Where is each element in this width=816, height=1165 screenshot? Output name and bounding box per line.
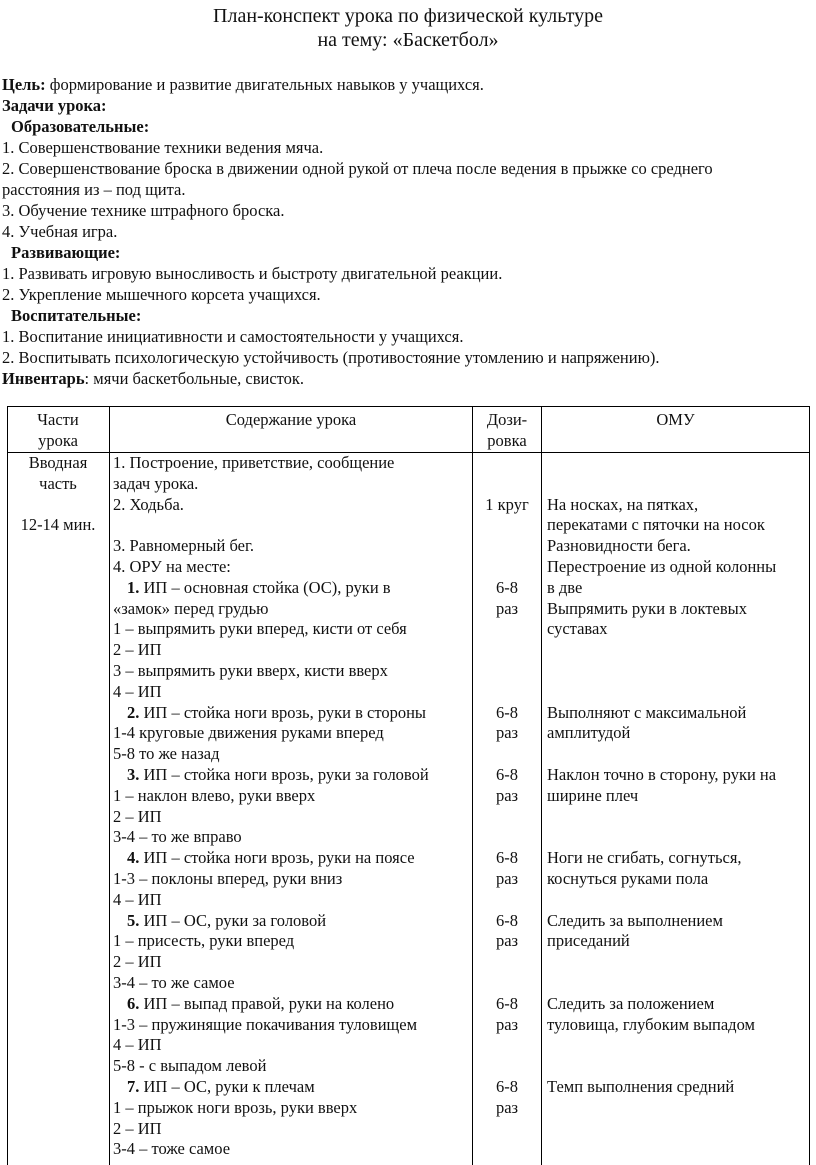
dose-row: раз bbox=[495, 868, 519, 888]
dose-row bbox=[476, 640, 538, 661]
dose-row: раз bbox=[495, 785, 519, 805]
header-parts-b: урока bbox=[38, 430, 78, 450]
omu-row: Наклон точно в сторону, руки на bbox=[547, 764, 777, 784]
content-row: 3 – выпрямить руки вверх, кисти вверх bbox=[113, 660, 388, 680]
omu-row bbox=[547, 474, 809, 495]
omu-row: ширине плеч bbox=[547, 785, 639, 805]
dose-row bbox=[476, 1119, 538, 1140]
content-row: 3. ИП – стойка ноги врозь, руки за головой bbox=[127, 764, 429, 784]
dose-row: 6-8 bbox=[496, 910, 518, 930]
omu-row: суставах bbox=[547, 619, 608, 639]
table-col-divider-3 bbox=[541, 406, 542, 1165]
dose-row: 6-8 bbox=[496, 993, 518, 1013]
omu-row bbox=[547, 1056, 809, 1077]
dev-item-1: 1. Развивать игровую выносливость и быстроту двигательной реакции. bbox=[2, 264, 503, 283]
dev-label: Развивающие: bbox=[11, 243, 121, 262]
edu-item-1: 1. Совершенствование техники ведения мяча. bbox=[2, 138, 324, 157]
omu-row bbox=[547, 640, 809, 661]
dose-row bbox=[476, 474, 538, 495]
dev-item-2: 2. Укрепление мышечного корсета учащихся. bbox=[2, 285, 321, 304]
omu-row: Темп выполнения средний bbox=[547, 1076, 735, 1096]
content-row: 3-4 – то же вправо bbox=[113, 827, 242, 847]
dose-row bbox=[476, 557, 538, 578]
omu-row: Следить за положением bbox=[547, 993, 715, 1013]
content-row: 4 – ИП bbox=[113, 889, 162, 909]
omu-row: Перестроение из одной колонны bbox=[547, 556, 777, 576]
dose-row bbox=[476, 827, 538, 848]
dose-row: 6-8 bbox=[496, 848, 518, 868]
header-parts-a: Части bbox=[37, 410, 79, 429]
header-omu: ОМУ bbox=[656, 410, 695, 429]
omu-row: амплитудой bbox=[547, 723, 631, 743]
dose-row: раз bbox=[495, 1014, 519, 1034]
dose-row bbox=[476, 1035, 538, 1056]
content-row bbox=[113, 515, 473, 536]
content-row: 4 – ИП bbox=[113, 1035, 162, 1055]
inventory-line bbox=[2, 369, 304, 389]
omu-row bbox=[547, 827, 809, 848]
vos-label: Воспитательные: bbox=[11, 306, 142, 325]
edu-item-2a: 2. Совершенствование броска в движении одной рукой от плеча после ведения в прыжке со среднего bbox=[2, 159, 713, 178]
dose-row bbox=[476, 619, 538, 640]
inventory-label: Инвентарь bbox=[2, 369, 85, 388]
dose-row: 6-8 bbox=[496, 1076, 518, 1096]
content-row: 1-4 круговые движения руками вперед bbox=[113, 723, 384, 743]
dose-row bbox=[476, 744, 538, 765]
omu-row: туловища, глубоким выпадом bbox=[547, 1014, 755, 1034]
goal-text: формирование и развитие двигательных навыков у учащихся. bbox=[45, 75, 484, 94]
content-row: 2. ИП – стойка ноги врозь, руки в стороны bbox=[127, 702, 426, 722]
content-row: 7. ИП – ОС, руки к плечам bbox=[127, 1076, 315, 1096]
content-row: 1-3 – пружинящие покачивания туловищем bbox=[113, 1014, 418, 1034]
omu-row: приседаний bbox=[547, 931, 630, 951]
omu-row bbox=[547, 1139, 809, 1160]
dose-row bbox=[476, 682, 538, 703]
edu-label: Образовательные: bbox=[11, 117, 150, 136]
content-row: 1. ИП – основная стойка (ОС), руки в bbox=[127, 577, 391, 597]
part-name-b: часть bbox=[39, 473, 77, 493]
dose-row: раз bbox=[495, 598, 519, 618]
tasks-label: Задачи урока: bbox=[2, 96, 107, 115]
omu-row bbox=[547, 807, 809, 828]
dose-row: 6-8 bbox=[496, 577, 518, 597]
omu-row bbox=[547, 744, 809, 765]
content-row: 2 – ИП bbox=[113, 806, 162, 826]
omu-row: в две bbox=[547, 577, 583, 597]
dose-row bbox=[476, 515, 538, 536]
content-row: 1. Построение, приветствие, сообщение bbox=[113, 453, 395, 472]
dose-row: 6-8 bbox=[496, 764, 518, 784]
omu-row bbox=[547, 1098, 809, 1119]
content-column bbox=[113, 453, 473, 1160]
content-row: 3-4 – тоже самое bbox=[113, 1139, 231, 1159]
omu-row: Следить за выполнением bbox=[547, 910, 723, 930]
vos-item-1: 1. Воспитание инициативности и самостоятельности у учащихся. bbox=[2, 327, 464, 346]
omu-row: Разновидности бега. bbox=[547, 536, 691, 556]
dose-row: раз bbox=[495, 931, 519, 951]
dose-row bbox=[476, 807, 538, 828]
table-border-right bbox=[809, 406, 810, 1165]
omu-row: Ноги не сгибать, согнуться, bbox=[547, 848, 742, 868]
exercise-number: 4. bbox=[127, 848, 140, 868]
dose-row bbox=[476, 536, 538, 557]
content-row: «замок» перед грудью bbox=[113, 598, 269, 618]
content-row: 3. Равномерный бег. bbox=[113, 536, 254, 556]
dose-row bbox=[476, 952, 538, 973]
exercise-number: 1. bbox=[127, 577, 140, 597]
omu-row: Выполняют с максимальной bbox=[547, 702, 747, 722]
content-row: 1 – присесть, руки вперед bbox=[113, 931, 295, 951]
omu-row: На носках, на пятках, bbox=[547, 494, 699, 514]
content-row: 5. ИП – ОС, руки за головой bbox=[127, 910, 327, 930]
title-line-2: на тему: «Баскетбол» bbox=[317, 29, 499, 51]
content-row: 2 – ИП bbox=[113, 640, 162, 660]
goal-line bbox=[2, 75, 484, 95]
table-border-top bbox=[7, 406, 809, 407]
content-row: 1-3 – поклоны вперед, руки вниз bbox=[113, 868, 343, 888]
content-row: 1 – наклон влево, руки вверх bbox=[113, 785, 316, 805]
dose-row: 6-8 bbox=[496, 702, 518, 722]
exercise-number: 3. bbox=[127, 764, 140, 784]
omu-row bbox=[547, 952, 809, 973]
goal-label: Цель: bbox=[2, 75, 46, 94]
omu-row bbox=[547, 661, 809, 682]
dose-row bbox=[476, 1056, 538, 1077]
header-dose-b: ровка bbox=[487, 430, 527, 450]
omu-row bbox=[547, 453, 809, 474]
dose-column bbox=[476, 453, 538, 1160]
edu-item-2b: расстояния из – под щита. bbox=[2, 180, 186, 199]
edu-item-4: 4. Учебная игра. bbox=[2, 222, 118, 241]
inventory-text: : мячи баскетбольные, свисток. bbox=[84, 369, 305, 388]
exercise-number: 7. bbox=[127, 1076, 140, 1096]
omu-column bbox=[547, 453, 809, 1160]
omu-row bbox=[547, 1035, 809, 1056]
omu-row bbox=[547, 1119, 809, 1140]
omu-row: перекатами с пяточки на носок bbox=[547, 515, 765, 535]
content-row: 2 – ИП bbox=[113, 952, 162, 972]
content-row: 5-8 то же назад bbox=[113, 744, 220, 764]
content-row: 6. ИП – выпад правой, руки на колено bbox=[127, 993, 395, 1013]
content-row: 4. ИП – стойка ноги врозь, руки на поясе bbox=[127, 848, 415, 868]
title-line-1: План-конспект урока по физической культуре bbox=[213, 5, 603, 27]
part-name-a: Вводная bbox=[28, 453, 88, 472]
content-row: 4 – ИП bbox=[113, 681, 162, 701]
content-row: 2. Ходьба. bbox=[113, 494, 184, 514]
content-row: 2 – ИП bbox=[113, 1118, 162, 1138]
table-col-divider-1 bbox=[109, 406, 110, 1165]
vos-item-2: 2. Воспитывать психологическую устойчивость (противостояние утомлению и напряжению). bbox=[2, 348, 660, 367]
content-row: 1 – прыжок ноги врозь, руки вверх bbox=[113, 1097, 358, 1117]
part-time: 12-14 мин. bbox=[20, 515, 96, 535]
omu-row bbox=[547, 682, 809, 703]
dose-row bbox=[476, 661, 538, 682]
header-content: Содержание урока bbox=[225, 410, 357, 429]
content-row: 5-8 - с выпадом левой bbox=[113, 1056, 267, 1076]
dose-row bbox=[476, 973, 538, 994]
dose-row bbox=[476, 890, 538, 911]
omu-row: коснуться руками пола bbox=[547, 868, 709, 888]
edu-item-3: 3. Обучение технике штрафного броска. bbox=[2, 201, 285, 220]
content-row: 4. ОРУ на месте: bbox=[113, 556, 231, 576]
content-row: 3-4 – то же самое bbox=[113, 972, 235, 992]
dose-row bbox=[476, 1139, 538, 1160]
dose-row: раз bbox=[495, 723, 519, 743]
header-dose bbox=[476, 410, 538, 452]
dose-row: 1 круг bbox=[485, 494, 529, 514]
content-row: задач урока. bbox=[113, 473, 199, 493]
omu-row: Выпрямить руки в локтевых bbox=[547, 598, 748, 618]
dose-row: раз bbox=[495, 1097, 519, 1117]
content-row: 1 – выпрямить руки вперед, кисти от себя bbox=[113, 619, 407, 639]
header-dose-a: Дози- bbox=[486, 410, 528, 429]
dose-row bbox=[476, 453, 538, 474]
exercise-number: 2. bbox=[127, 702, 140, 722]
part-cell bbox=[8, 453, 108, 536]
exercise-number: 6. bbox=[127, 993, 140, 1013]
omu-row bbox=[547, 890, 809, 911]
header-parts bbox=[8, 410, 108, 452]
omu-row bbox=[547, 973, 809, 994]
part-spacer bbox=[8, 495, 108, 516]
exercise-number: 5. bbox=[127, 910, 140, 930]
